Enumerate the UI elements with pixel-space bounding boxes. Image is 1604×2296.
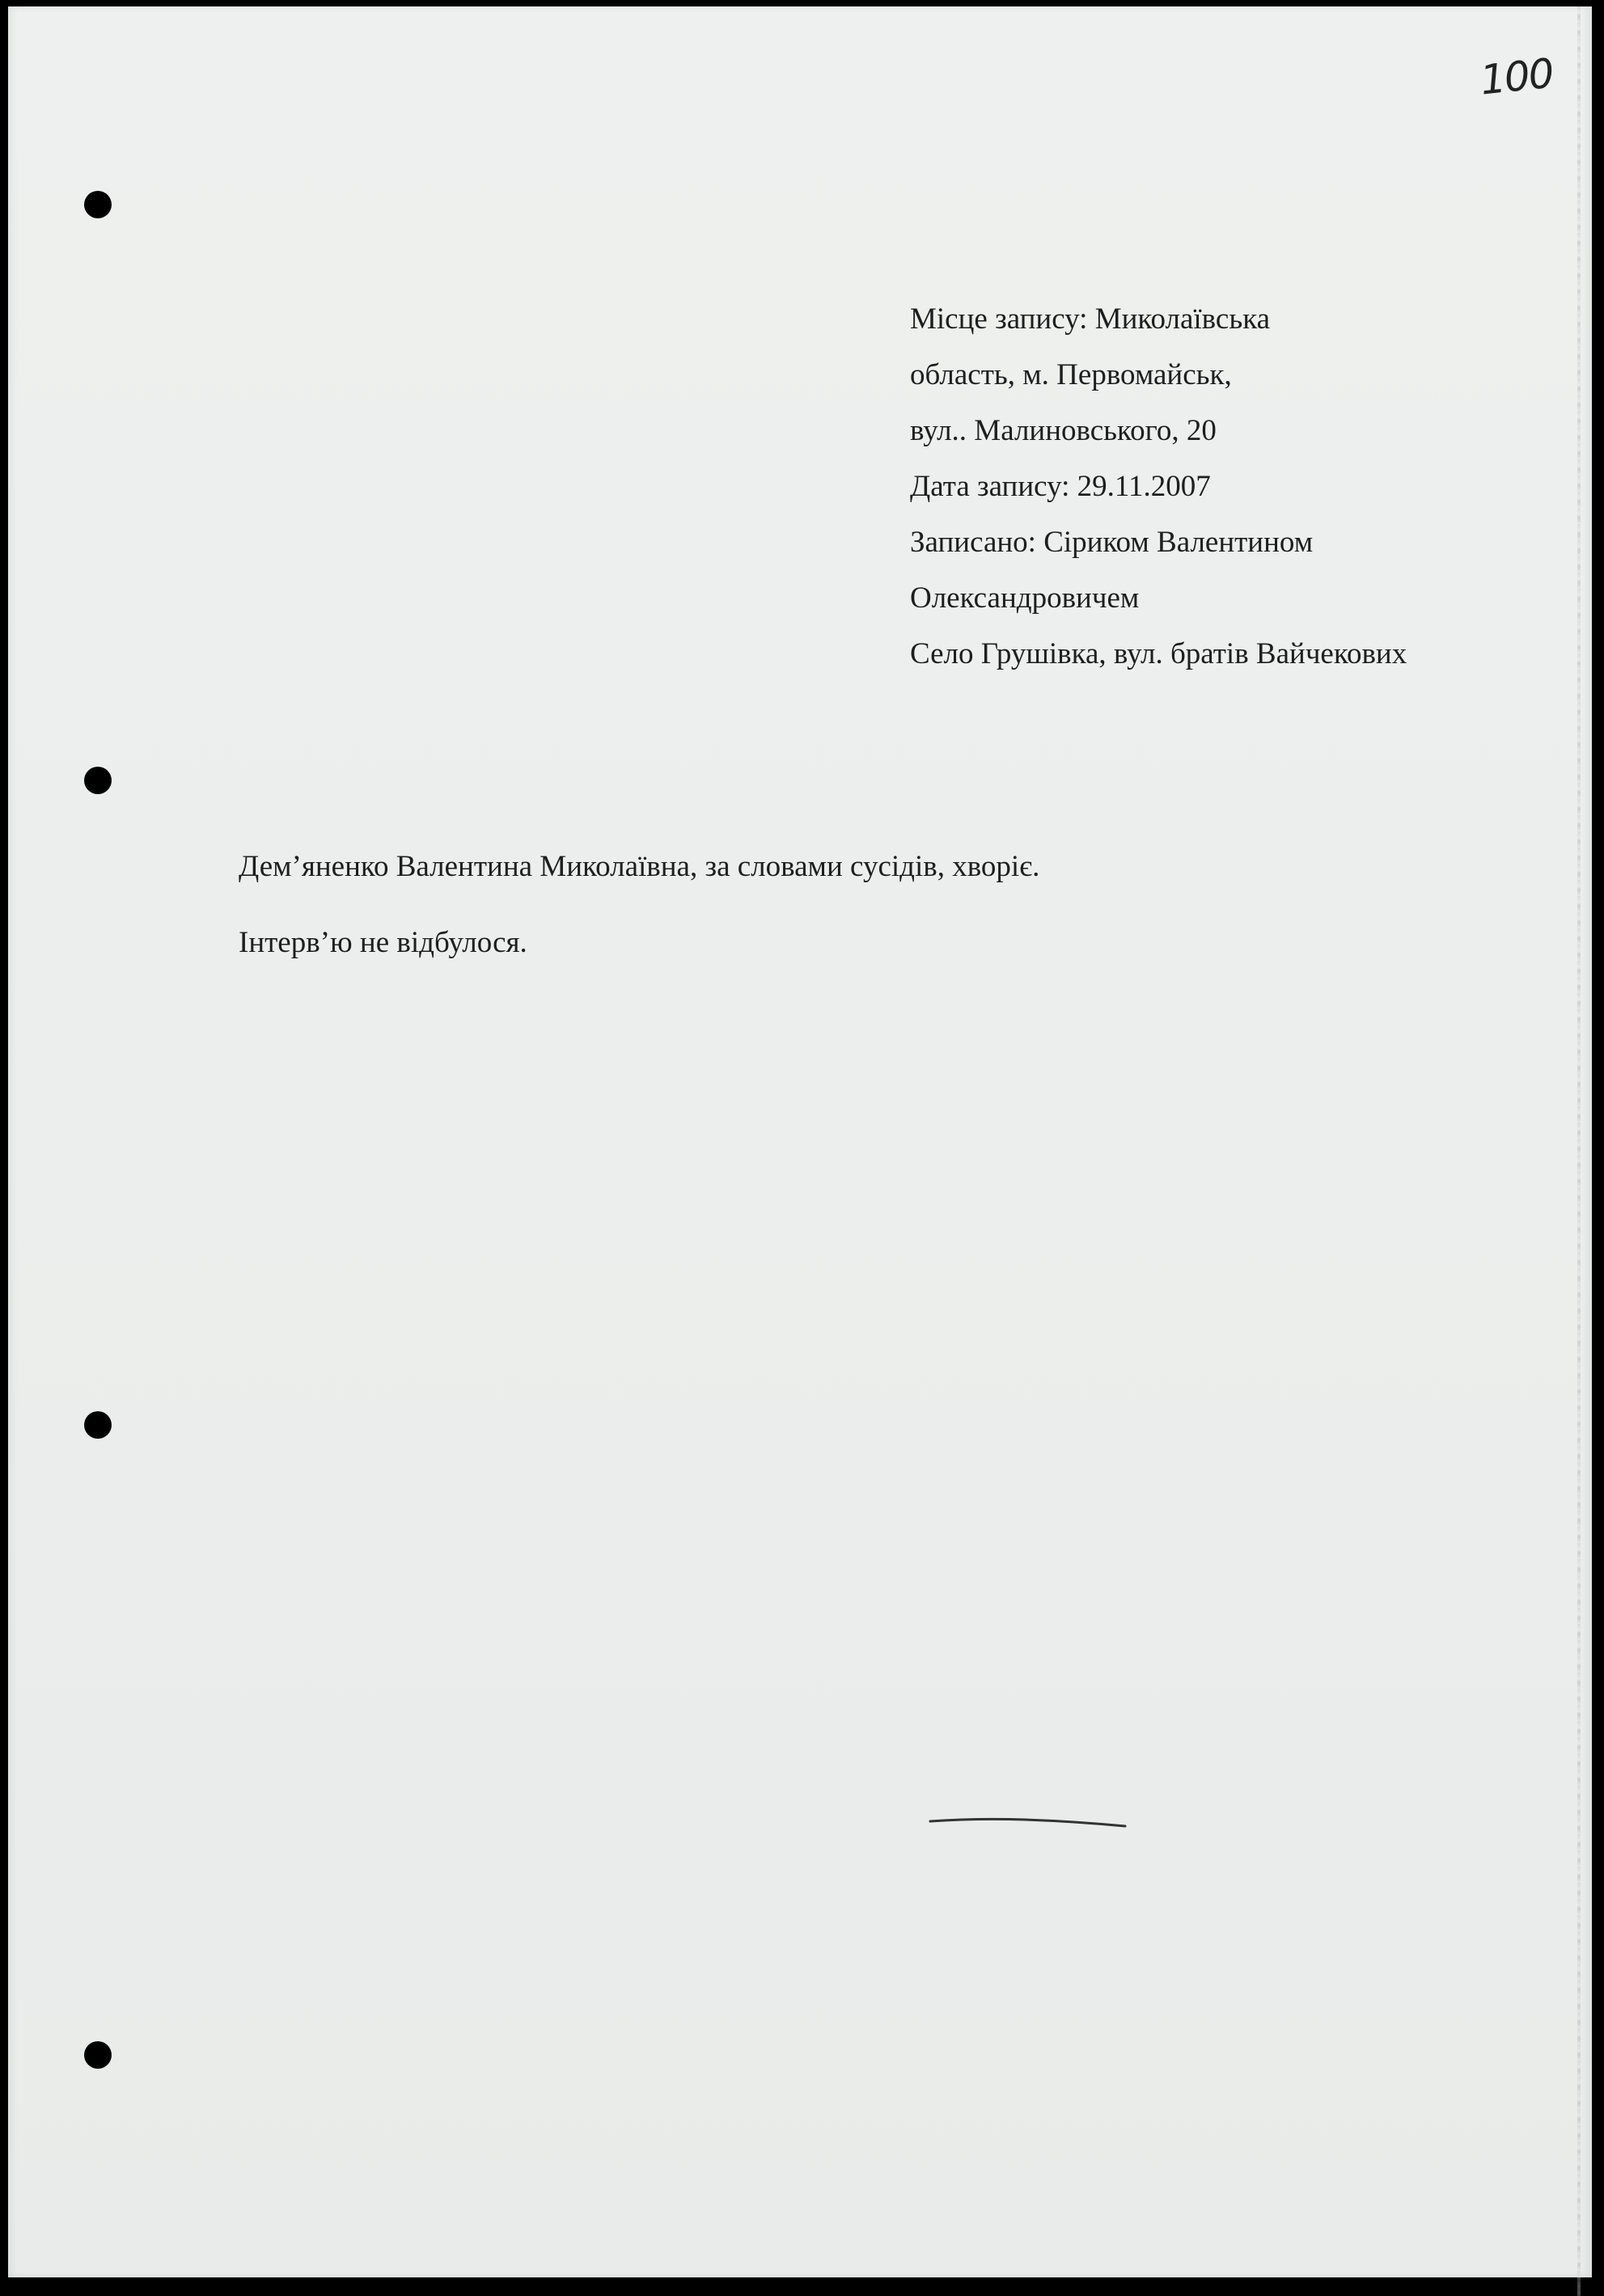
meta-line-recorder-patronymic: Олександровичем (910, 581, 1140, 615)
meta-line-street: вул.. Малиновського, 20 (910, 414, 1217, 447)
punch-hole (84, 767, 112, 794)
meta-line-recorder: Записано: Сіриком Валентином (910, 526, 1314, 559)
body-line-result: Інтерв’ю не відбулося. (239, 926, 527, 959)
meta-line-village: Село Грушівка, вул. братів Вайчекових (910, 637, 1407, 670)
paper-edge (1577, 6, 1581, 2296)
punch-hole (84, 1411, 112, 1439)
meta-line-place: Місце запису: Миколаївська (910, 302, 1271, 336)
meta-line-date: Дата запису: 29.11.2007 (910, 470, 1211, 503)
handwritten-page-number: 100 (1478, 49, 1555, 104)
signature-stroke (929, 1815, 1127, 1831)
document-body (239, 829, 1039, 981)
record-metadata (910, 291, 1407, 682)
punch-hole (84, 2041, 112, 2069)
meta-line-region: область, м. Первомайськ, (910, 358, 1232, 391)
body-line-note: Дем’яненко Валентина Миколаївна, за словами сусідів, хворіє. (239, 850, 1040, 883)
paper-sheet (8, 6, 1592, 2277)
punch-hole (84, 191, 112, 218)
